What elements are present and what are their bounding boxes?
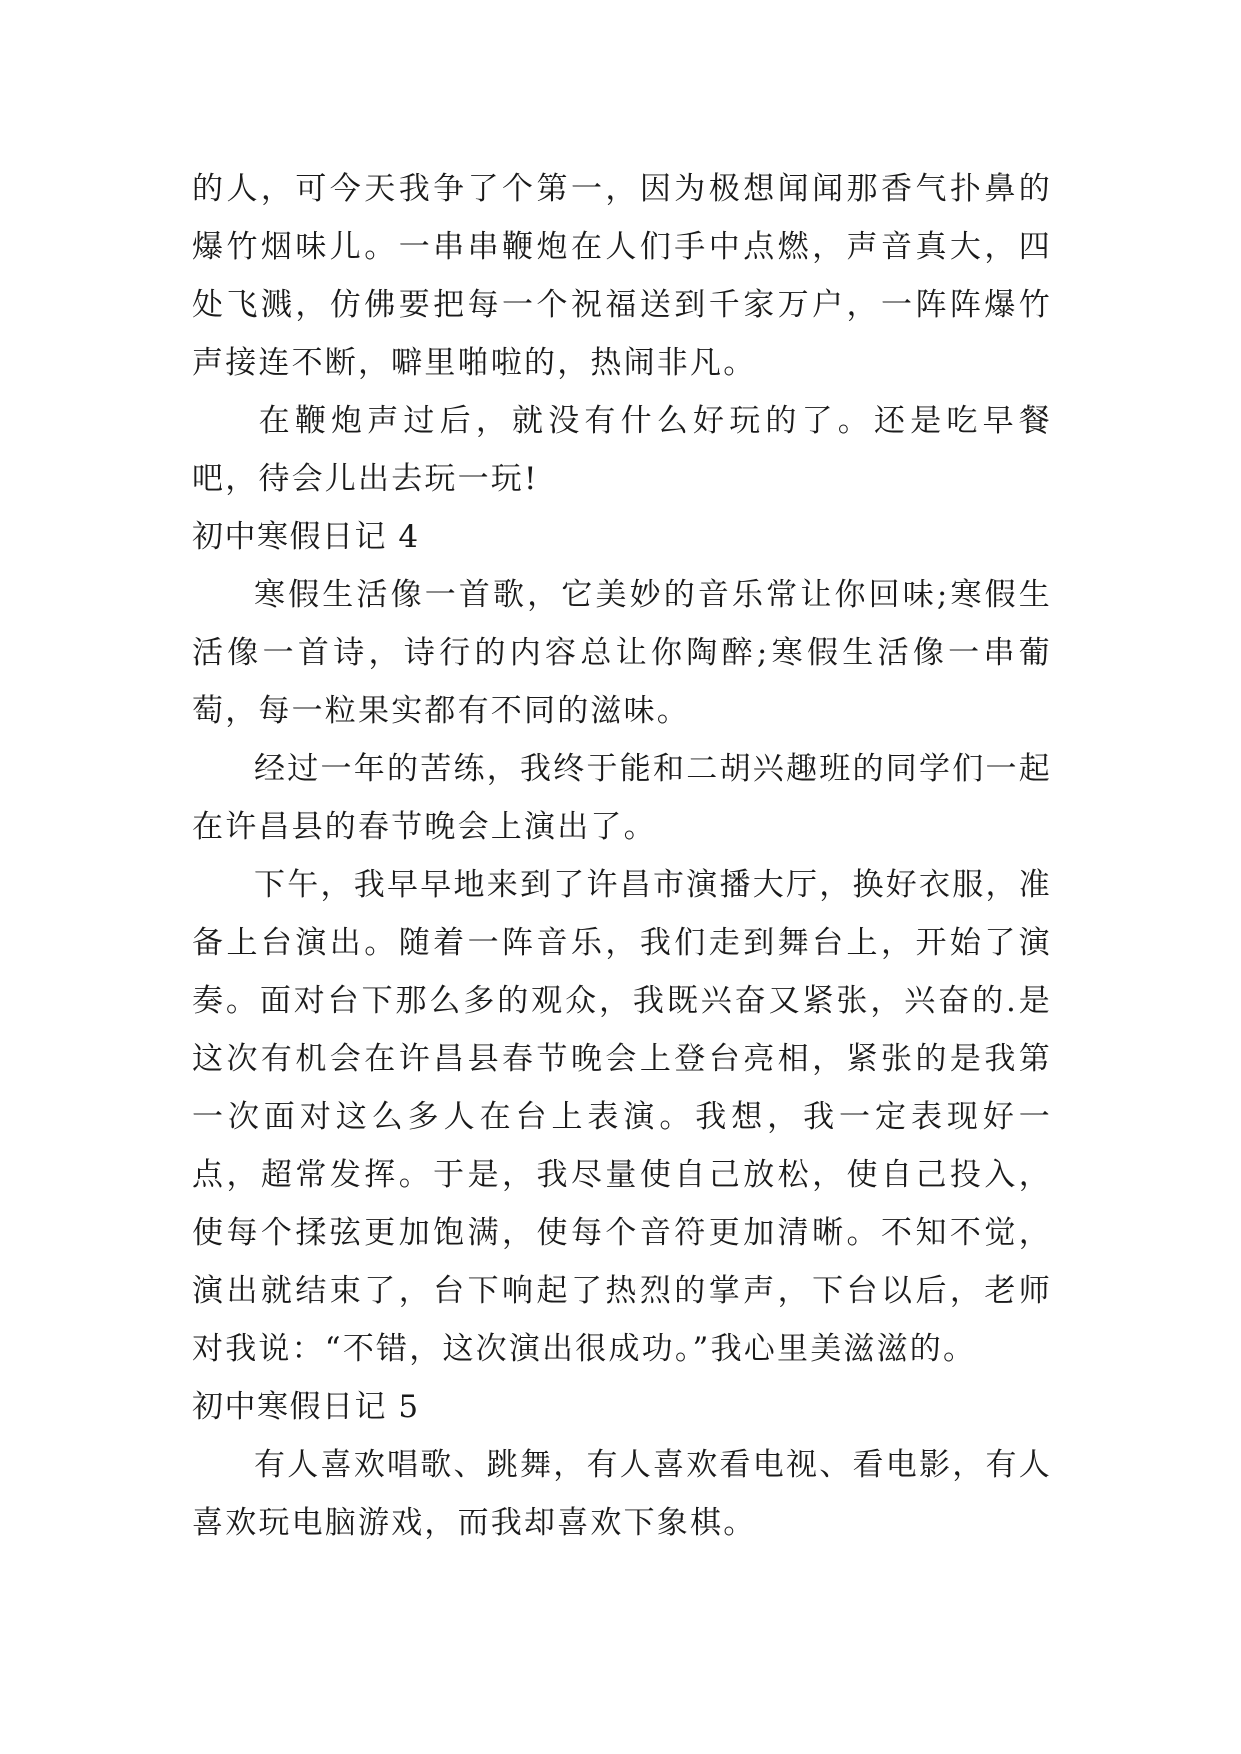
document-body xyxy=(192,160,1052,1552)
paragraph-chess: 有人喜欢唱歌、跳舞，有人喜欢看电视、看电影，有人喜欢玩电脑游戏，而我却喜欢下象棋。 xyxy=(192,1447,1052,1541)
diary-heading-5: 初中寒假日记 5 xyxy=(192,1389,420,1425)
paragraph-winter-life: 寒假生活像一首歌，它美妙的音乐常让你回味;寒假生活像一首诗，诗行的内容总让你陶醉;寒假生活像一串葡萄，每一粒果实都有不同的滋味。 xyxy=(192,577,1052,729)
paragraph-erhu-practice: 经过一年的苦练，我终于能和二胡兴趣班的同学们一起在许昌县的春节晚会上演出了。 xyxy=(192,751,1052,845)
paragraph-breakfast: 在鞭炮声过后，就没有什么好玩的了。还是吃早餐吧，待会儿出去玩一玩! xyxy=(192,403,1052,497)
paragraph-fireworks: 的人，可今天我争了个第一，因为极想闻闻那香气扑鼻的爆竹烟味儿。一串串鞭炮在人们手中点燃，声音真大，四处飞溅，仿佛要把每一个祝福送到千家万户，一阵阵爆竹声接连不断，噼里啪啦的，热闹非凡。 xyxy=(192,171,1052,381)
paragraph-performance: 下午，我早早地来到了许昌市演播大厅，换好衣服，准备上台演出。随着一阵音乐，我们走到舞台上，开始了演奏。面对台下那么多的观众，我既兴奋又紧张，兴奋的.是这次有机会在许昌县春节晚会上登台亮相，紧张的是我第一次面对这么多人在台上表演。我想，我一定表现好一点，超常发挥。于是，我尽量使自己放松，使自己投入，使每个揉弦更加饱满，使每个音符更加清晰。不知不觉，演出就结束了，台下响起了热烈的掌声，下台以后，老师对我说：“不错，这次演出很成功。”我心里美滋滋的。 xyxy=(192,867,1052,1367)
diary-heading-4: 初中寒假日记 4 xyxy=(192,519,420,555)
